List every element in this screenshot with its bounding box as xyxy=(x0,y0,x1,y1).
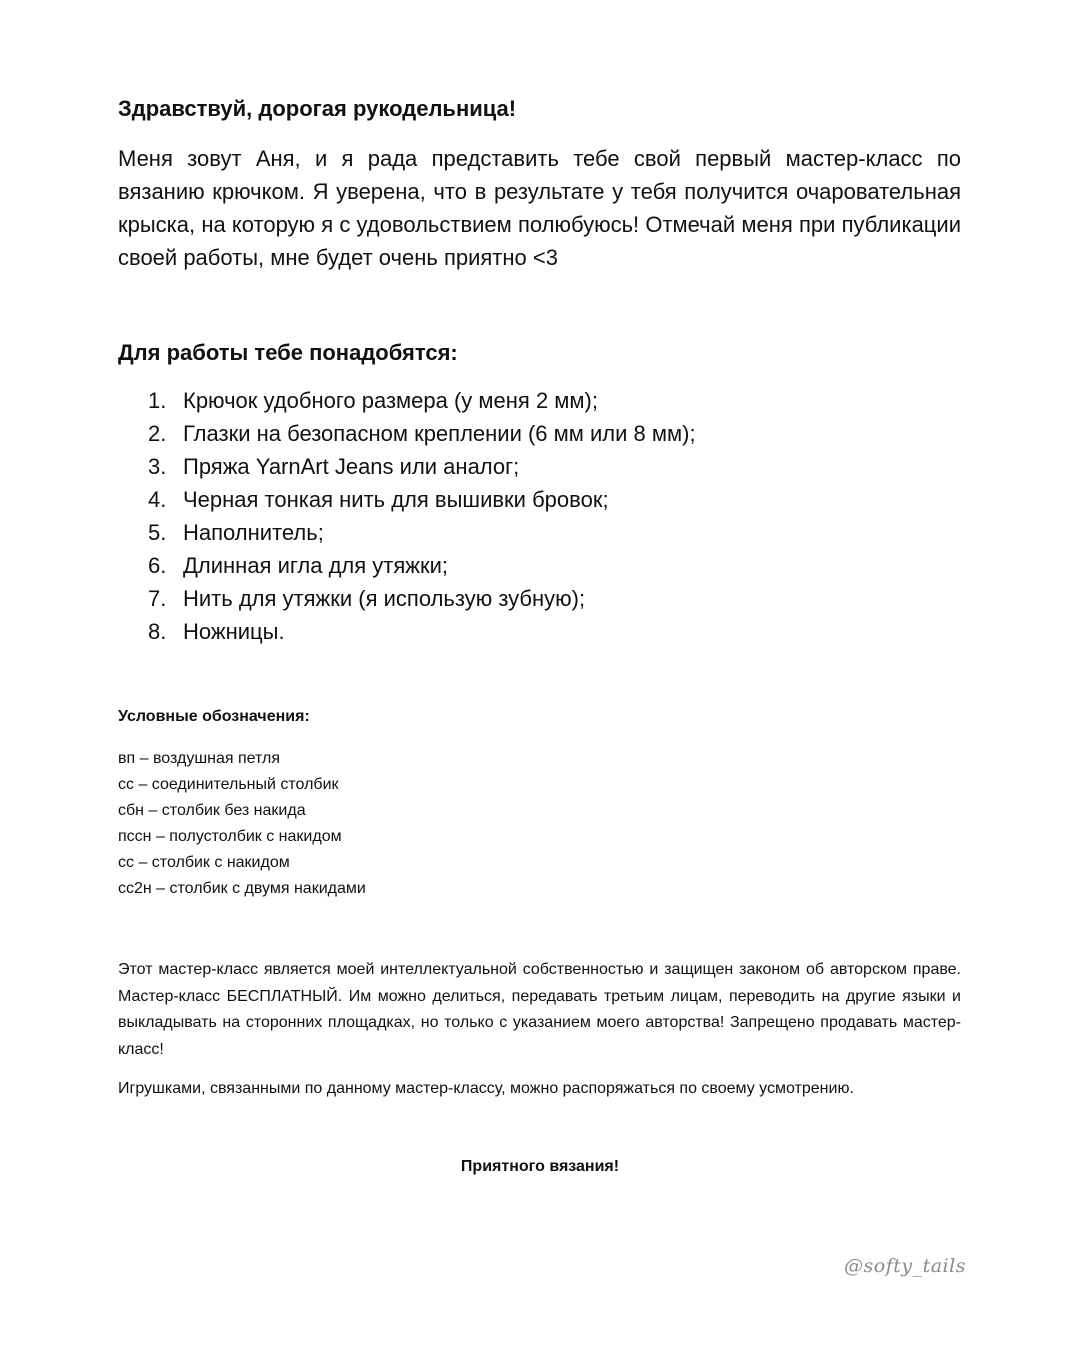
list-item-number: 6. xyxy=(148,553,167,578)
list-item-text: Пряжа YarnArt Jeans или аналог; xyxy=(183,454,520,479)
list-item-text: Длинная игла для утяжки; xyxy=(183,553,449,578)
closing-line: Приятного вязания! xyxy=(460,1158,620,1175)
materials-list xyxy=(148,384,696,648)
toys-note-paragraph: Игрушками, связанными по данному мастер-классу, можно распоряжаться по своему усмотрению. xyxy=(118,1080,854,1097)
legend-item: вп – воздушная петля xyxy=(118,750,280,767)
list-item-number: 7. xyxy=(148,586,167,611)
intro-paragraph: Меня зовут Аня, и я рада представить тебе свой первый мастер-класс по вязанию крючком. Я уверена, что в результате у тебя получится очаровательная крыска, на которую я с удовольствием полюбуюсь! Отмечай меня при публикации своей работы, мне будет очень приятно <3 xyxy=(118,146,961,270)
list-item-text: Наполнитель; xyxy=(183,520,324,545)
list-item-number: 5. xyxy=(148,520,167,545)
list-item xyxy=(148,384,696,417)
legend-list xyxy=(118,746,366,902)
legend-item: сс – соединительный столбик xyxy=(118,776,339,793)
list-item-text: Глазки на безопасном креплении (6 мм или 8 мм); xyxy=(183,421,696,446)
signature-watermark: @softy_tails xyxy=(844,1255,966,1277)
list-item xyxy=(148,615,696,648)
list-item-number: 1. xyxy=(148,388,167,413)
list-item-number: 3. xyxy=(148,454,167,479)
list-item xyxy=(148,516,696,549)
legend-item: сс2н – столбик с двумя накидами xyxy=(118,880,366,897)
greeting-heading: Здравствуй, дорогая рукодельница! xyxy=(118,96,517,121)
list-item-number: 4. xyxy=(148,487,167,512)
copyright-paragraph: Этот мастер-класс является моей интеллектуальной собственностью и защищен законом об авторском праве. Мастер-класс БЕСПЛАТНЫЙ. Им можно делиться, передавать третьим лицам, переводить на другие языки и выкладывать на сторонних площадках, но только с указанием моего авторства! Запрещено продавать мастер-класс! xyxy=(118,961,961,1058)
list-item-text: Черная тонкая нить для вышивки бровок; xyxy=(183,487,609,512)
list-item-text: Ножницы. xyxy=(183,619,285,644)
legend-item: сбн – столбик без накида xyxy=(118,802,306,819)
list-item-number: 2. xyxy=(148,421,167,446)
list-item xyxy=(148,483,696,516)
list-item xyxy=(148,450,696,483)
list-item-number: 8. xyxy=(148,619,167,644)
legend-item: сс – столбик с накидом xyxy=(118,854,290,871)
legend-heading: Условные обозначения: xyxy=(118,708,310,725)
list-item xyxy=(148,549,696,582)
legend-item: пссн – полустолбик с накидом xyxy=(118,828,342,845)
list-item-text: Нить для утяжки (я использую зубную); xyxy=(183,586,586,611)
list-item-text: Крючок удобного размера (у меня 2 мм); xyxy=(183,388,598,413)
list-item xyxy=(148,582,696,615)
materials-heading: Для работы тебе понадобятся: xyxy=(118,340,458,365)
list-item xyxy=(148,417,696,450)
